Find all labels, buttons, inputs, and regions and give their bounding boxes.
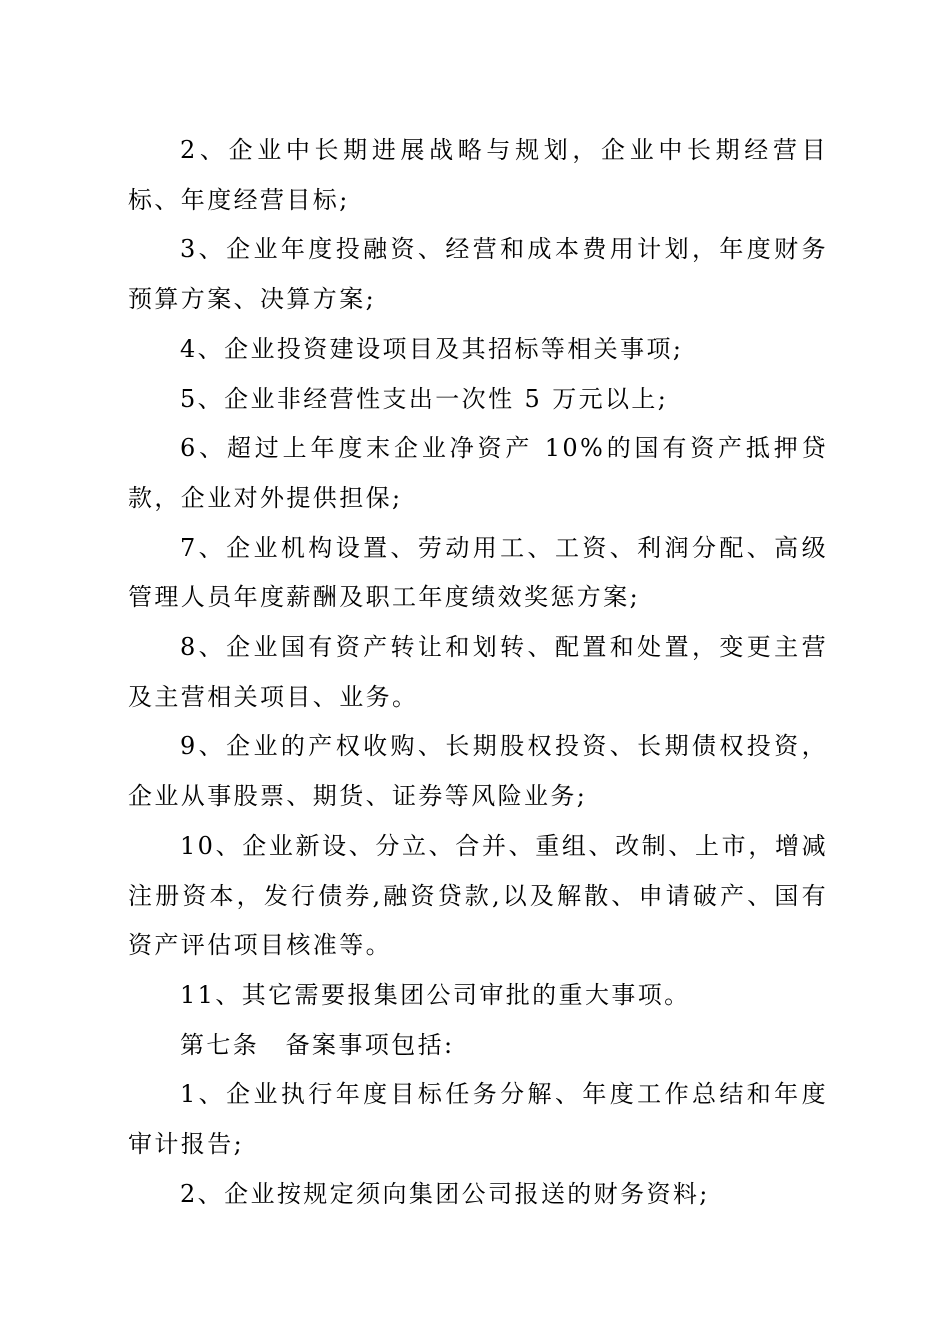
article-heading: 第七条 备案事项包括: — [180, 1030, 455, 1059]
paragraph-item-11: 11、其它需要报集团公司审批的重大事项。 — [180, 980, 691, 1009]
paragraph-item-8: 8、企业国有资产转让和划转、配置和处置，变更主营及主营相关项目、业务。 — [128, 633, 828, 711]
document-body — [128, 126, 828, 1219]
paragraph-item-7: 7、企业机构设置、劳动用工、工资、利润分配、高级管理人员年度薪酬及职工年度绩效奖惩方案; — [128, 533, 828, 612]
paragraph-item-3: 3、企业年度投融资、经营和成本费用计划，年度财务预算方案、决算方案; — [128, 235, 828, 314]
paragraph-item-2: 2、企业中长期进展战略与规划，企业中长期经营目标、年度经营目标; — [128, 136, 828, 214]
paragraph-filing-item-1: 1、企业执行年度目标任务分解、年度工作总结和年度审计报告; — [128, 1080, 828, 1159]
paragraph-filing-item-2: 2、企业按规定须向集团公司报送的财务资料; — [180, 1179, 710, 1208]
paragraph-item-9: 9、企业的产权收购、长期股权投资、长期债权投资，企业从事股票、期货、证券等风险业务; — [128, 732, 828, 811]
paragraph-item-5: 5、企业非经营性支出一次性 5 万元以上; — [180, 384, 669, 413]
paragraph-item-10: 10、企业新设、分立、合并、重组、改制、上市，增减注册资本，发行债券,融资贷款,以及解散、申请破产、国有资产评估项目核准等。 — [128, 831, 828, 960]
paragraph-item-6: 6、超过上年度末企业净资产 10%的国有资产抵押贷款，企业对外提供担保; — [128, 434, 828, 512]
paragraph-item-4: 4、企业投资建设项目及其招标等相关事项; — [180, 334, 684, 363]
